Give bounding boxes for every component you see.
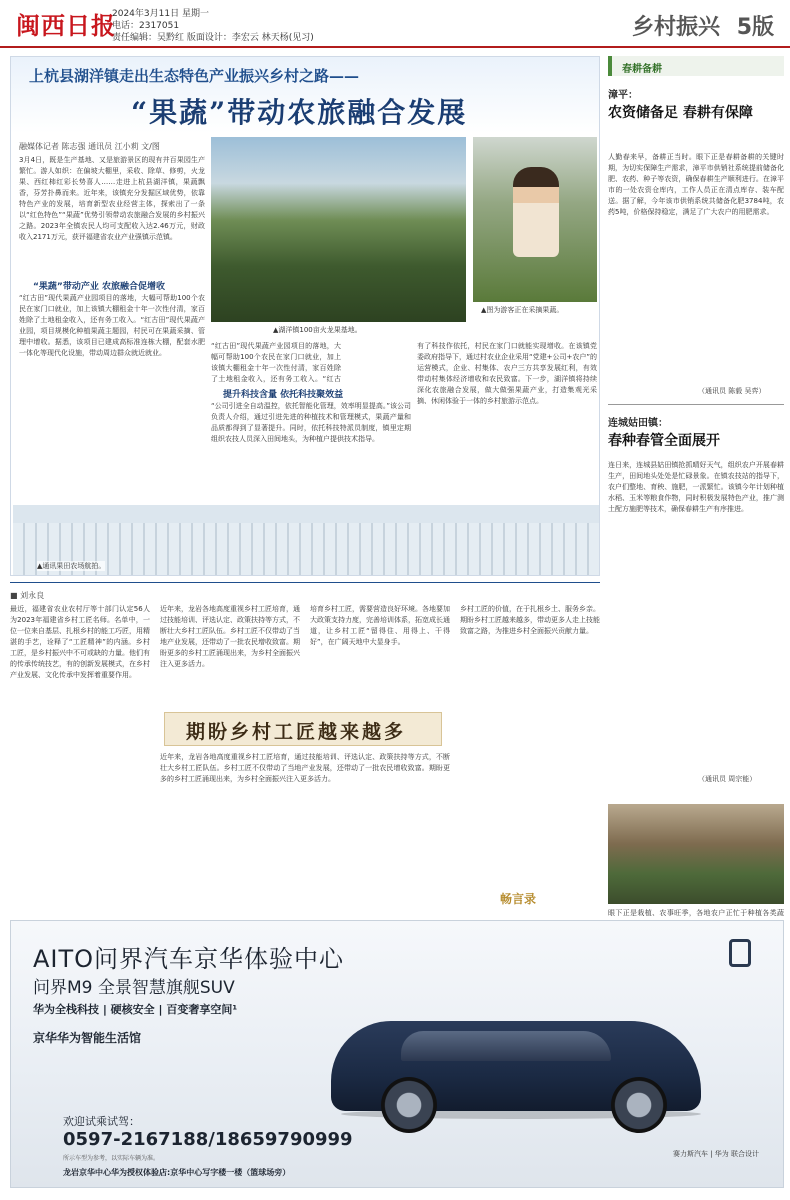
page-number: 5版 <box>736 15 774 40</box>
article-1-body: 人勤春来早，备耕正当时。眼下正是春耕备耕的关键时期，为切实保障生产需求，漳平市供销社系统提前储备化肥、农药、种子等农资，确保春耕生产顺利进行。在漳平市的一处农资仓库内，工作人员正在清点库存、装车配送。据了解，今年该市供销系统共储备化肥3784吨，农药5吨，价格保持稳定，满足了广大农户的用肥需求。 <box>608 153 784 216</box>
feature-lead: 3月4日，既是生产基地、又是旅游景区的现有井百果园生产繁忙。游人如织：在偏坡大棚里，采收、除草、修剪，火龙果、西红柿红彩长势喜人……走进上杭县湖洋镇，果蔬飘香，芬芳扑鼻而来。近年来，该镇充分发掘区域优势，依靠特色产业的发展，培育新型农业经营主体，探索出了一条以“红色特色”“果蔬”优势引领带动农旅融合发展的乡村振兴之路。2023年全镇农民人均可支配收入达2.46万元，财政收入2171万元，获评福建省农业产业强镇示范镇。 <box>19 156 205 241</box>
feature-byline: 融媒体记者 陈志强 通讯员 江小莉 文/图 <box>19 142 160 151</box>
feature-subhead-1: “果蔬”带动产业 农旅融合促增收 <box>33 282 165 292</box>
feature-body-3: 有了科技作依托，村民在家门口就能实现增收。在该镇党委政府指导下，通过村农业企业采用“党建+公司+农户”的运营模式，企业、村集体、农户三方共享发展红利，有效带动村集体经济增收和农民致富。下一步，湖洋镇将持续深化农旅融合发展，做大做强果蔬产业，打造集观光采摘、休闲体验于一体的乡村旅游示范点。 <box>417 342 597 405</box>
ad-store-name: 京华华为智能生活馆 <box>33 1031 142 1045</box>
article-2-body: 连日来，连城县姑田镇抢抓晴好天气，组织农户开展春耕生产，田间地头处处是忙碌景象。在镇农技站的指导下，农户们整地、育秧、施肥，一派繁忙。该镇今年计划种植水稻、玉米等粮食作物，同时积极发展特色产业，推广测土配方施肥等技术，确保春耕生产有序推进。 <box>608 461 784 513</box>
middle-top-rule <box>10 582 600 583</box>
article-2-byline: （通讯员 周宗能） <box>698 775 757 783</box>
feature-body-1: “红古田”现代果蔬产业园项目的落地，大幅可帮助100个农民在家门口就业，加上该镇大棚租金十年一次性付清，家百姓除了土地租金收入，还有务工收入。“红古田”现代果蔬产业园，项目规模化种植果蔬主题园，村民可在果蔬采摘、管理中增收。据悉，该项目已建成高标准连栋大棚，配套水肥一体化等现代化设施，带动周边群众就近就业。 <box>19 294 205 357</box>
masthead <box>0 0 790 48</box>
woman-photo-caption: ▲图为游客正在采摘果蔬。 <box>481 306 564 314</box>
ad-title: AITO问界汽车京华体验中心 <box>33 945 345 973</box>
issue-meta <box>112 8 412 44</box>
section-title: 乡村振兴 <box>631 15 720 40</box>
aito-logo-icon <box>729 939 751 967</box>
vegetable-photo-caption: 眼下正是栽植、农事旺季，各地农户正忙于种植各类蔬 <box>608 909 784 917</box>
ad-features: 华为全栈科技 | 硬核安全 | 百变奢享空间¹ <box>33 1003 238 1016</box>
feature-body-1b: “红古田”现代果蔬产业园项目的落地，大幅可帮助100个农民在家门口就业，加上该镇大棚租金十年一次性付清，家百姓除了土地租金收入，还有务工收入。“红古 <box>211 342 341 383</box>
commentary-byline: ■ 刘永良 <box>10 591 45 600</box>
commentary-title: 期盼乡村工匠越来越多 <box>186 721 407 743</box>
issue-tel: 电话：2317051 <box>112 21 180 31</box>
vegetable-planting-photo <box>608 804 784 904</box>
aito-advertisement <box>10 920 784 1188</box>
right-divider <box>608 404 784 405</box>
front-wheel-icon <box>381 1077 437 1133</box>
feature-headline: “果蔬”带动农旅融合发展 <box>131 96 468 129</box>
feature-kicker: 上杭县湖洋镇走出生态特色产业振兴乡村之路—— <box>29 67 360 85</box>
ad-design-credit: 赛力斯汽车 | 华为 联合设计 <box>672 1150 759 1158</box>
rear-wheel-icon <box>611 1077 667 1133</box>
article-1-source: 漳平： <box>608 90 638 101</box>
car-window <box>401 1031 611 1061</box>
article-2-title: 春种春管全面展开 <box>608 433 720 449</box>
ad-subtitle: 问界M9 全景智慧旗舰SUV <box>33 978 235 998</box>
ad-disclaimer: 所示车型为参考，以实际车辆为准。 <box>63 1155 160 1162</box>
commentary-col-3: 培育乡村工匠，需要营造良好环境。各地要加大政策支持力度，完善培训体系，拓宽成长通道，让乡村工匠“留得住、用得上、干得好”，在广阔天地中大显身手。 <box>310 605 450 646</box>
commentary-col-1: 最近，福建省农业农村厅等十部门认定56人为2023年福建省乡村工匠名师。名单中，一位一位来自基层、扎根乡村的能工巧匠，用精湛的手艺，诠释了“工匠精神”的内涵。乡村工匠，是乡村振兴中不可或缺的力量。他们有的传承传统技艺，有的创新发展模式，在乡村产业发展、文化传承中发挥着重要作用。 <box>10 605 150 679</box>
ad-phone-number: 0597-2167188/18659790999 <box>63 1129 353 1150</box>
newspaper-logo: 闽西日报 <box>16 11 116 40</box>
woman-figure <box>513 167 559 257</box>
feature-header <box>11 57 599 133</box>
dragon-fruit-field-photo <box>211 137 466 322</box>
greenhouse-aerial-photo <box>13 505 599 575</box>
commentary-col-2: 近年来，龙岩各地高度重视乡村工匠培育，通过技能培训、评选认定、政策扶持等方式，不断壮大乡村工匠队伍。乡村工匠不仅带动了当地产业发展，还带动了一批农民增收致富。期盼更多的乡村工匠涌现出来，为乡村全面振兴注入更多活力。 <box>160 605 300 668</box>
greenhouse-photo-caption: ▲通讯果田农场航拍。 <box>37 562 106 570</box>
article-1-byline: （通讯员 陈毅 吴弈） <box>698 387 766 395</box>
feature-body-2: “公司引进全自动温控，依托智能化管理，效率明显提高。”该公司负责人介绍，通过引进先进的种植技术和管理模式，果蔬产量和品质都得到了显著提升。同时，依托科技特派员制度，镇里定期组织农技人员深入田间地头，为种植户提供技术指导。 <box>211 402 411 443</box>
greenhouse-sky <box>13 505 599 523</box>
article-1-title: 农资储备足 春耕有保障 <box>608 105 753 121</box>
commentary-column-signature: 畅言录 <box>500 892 537 906</box>
commentary-col-4: 乡村工匠的价值，在于扎根乡土、服务乡亲。期盼乡村工匠越来越多，带动更多人走上技能致富之路，为推进乡村全面振兴贡献力量。 <box>460 605 600 635</box>
column-tag-label: 春耕备耕 <box>622 64 662 75</box>
issue-date: 2024年3月11日 星期一 <box>112 9 209 19</box>
feature-subhead-2: 提升科技含量 依托科技聚效益 <box>223 390 344 400</box>
field-photo-caption: ▲湖洋镇100亩火龙果基地。 <box>273 326 362 334</box>
ad-hotline-label: 欢迎试乘试驾： <box>63 1115 140 1128</box>
feature-article <box>10 56 600 576</box>
column-tag <box>608 56 784 76</box>
tourist-picking-photo <box>473 137 597 302</box>
commentary-col-2b: 近年来，龙岩各地高度重视乡村工匠培育，通过技能培训、评选认定、政策扶持等方式，不断壮大乡村工匠队伍。乡村工匠不仅带动了当地产业发展，还带动了一批农民增收致富。期盼更多的乡村工匠涌现出来，为乡村全面振兴注入更多活力。 <box>160 753 450 783</box>
ad-address: 龙岩京华中心华为授权体验店:京华中心写字楼一楼（篮球场旁） <box>63 1168 291 1177</box>
right-column <box>608 56 784 956</box>
article-2-source: 连城姑田镇： <box>608 418 668 429</box>
issue-editors: 责任编辑：吴黔红 版面设计：李宏云 林天杨(见习) <box>112 33 314 43</box>
